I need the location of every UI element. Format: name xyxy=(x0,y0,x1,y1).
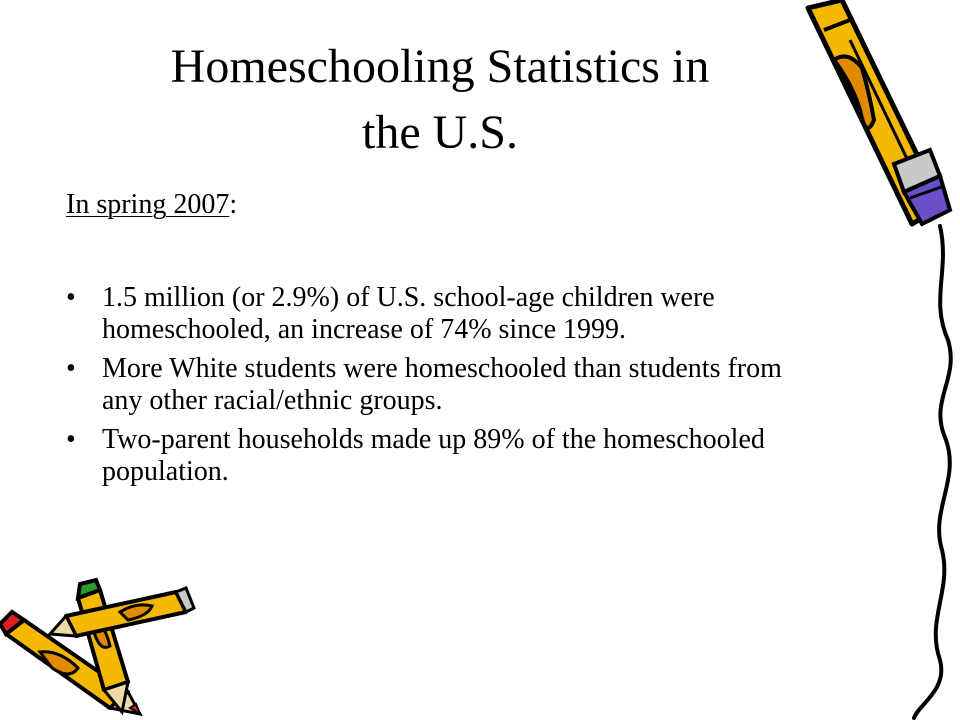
bullet-dot: • xyxy=(66,424,76,455)
bullet-item xyxy=(66,424,826,488)
bullet-dot: • xyxy=(66,282,76,313)
pencil-clipart-top-right xyxy=(790,0,960,720)
bullet-item xyxy=(66,353,826,417)
subtitle-colon: : xyxy=(229,189,238,220)
slide-title xyxy=(80,34,800,166)
squiggle-line xyxy=(914,226,951,718)
bullet-text-2: More White students were homeschooled than students from any other racial/ethnic groups. xyxy=(102,353,782,416)
subtitle xyxy=(66,188,237,222)
pencils-clipart-bottom-left xyxy=(0,572,200,720)
bullet-item xyxy=(66,282,826,346)
bullet-text-1: 1.5 million (or 2.9%) of U.S. school-age children were homeschooled, an increase of 74% since 1999. xyxy=(102,282,715,345)
pencil-icon xyxy=(50,588,194,636)
subtitle-label: In spring 2007 xyxy=(66,189,230,220)
bullet-dot: • xyxy=(66,353,76,384)
slide-title-line-1: Homeschooling Statistics in xyxy=(170,40,710,93)
slide-title-line-2: the U.S. xyxy=(362,106,518,159)
pencil-icon xyxy=(808,0,950,224)
bullet-list xyxy=(66,282,826,495)
bullet-text-3: Two-parent households made up 89% of the homeschooled population. xyxy=(102,424,765,487)
